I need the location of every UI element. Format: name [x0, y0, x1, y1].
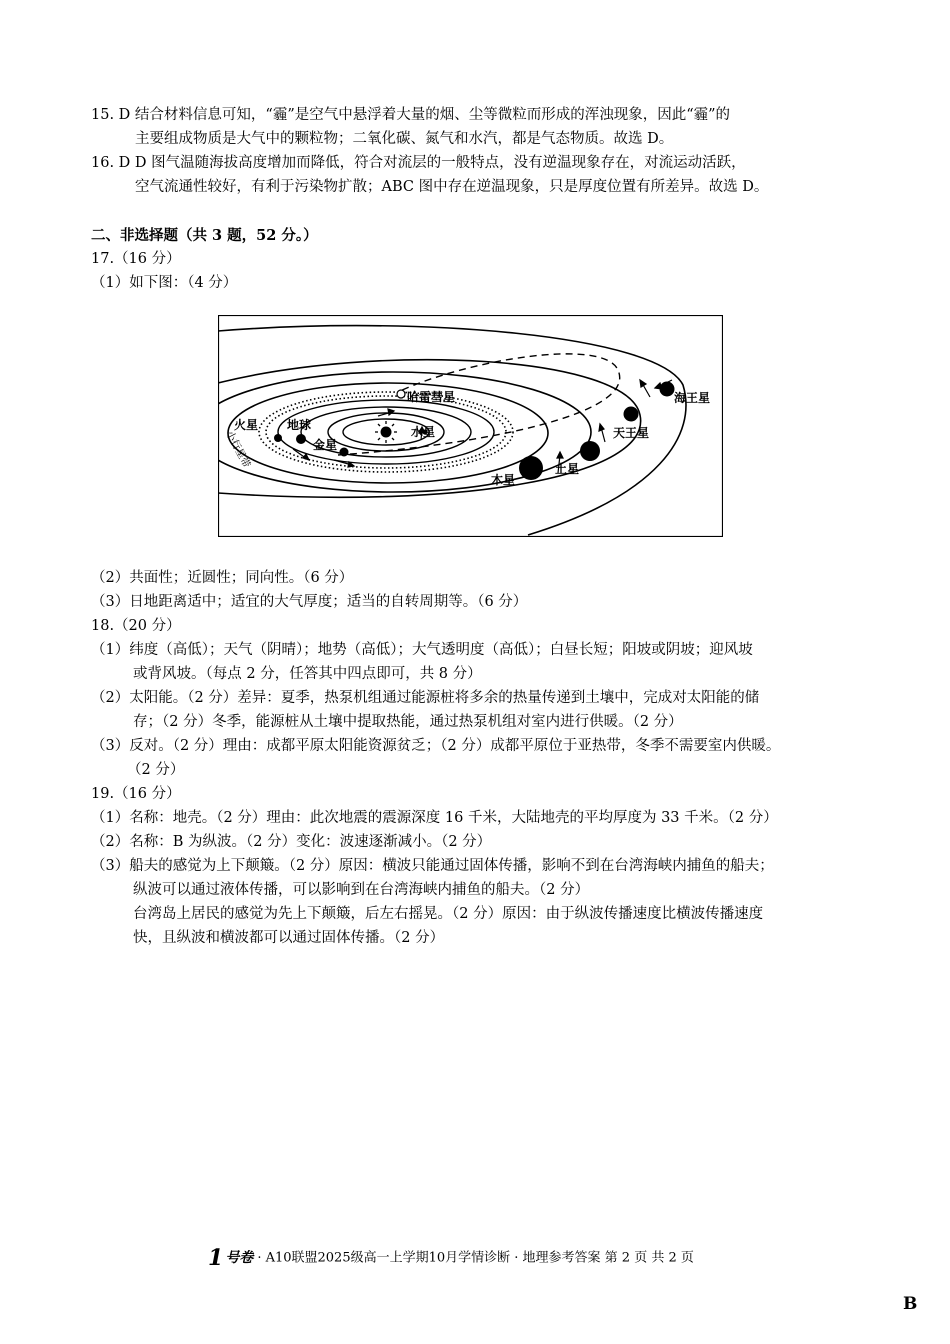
q18-part-3-line-2: （2 分）	[127, 762, 185, 778]
label-asteroid-belt: 小行星带	[223, 429, 252, 470]
q19-part-3-line-3: 台湾岛上居民的感觉为先上下颠簸，后左右摇晃。（2 分）原因：由于纵波传播速度比横波传播速度	[133, 906, 764, 922]
footer-text: · A10联盟2025级高一上学期10月学情诊断 · 地理参考答案 第 2 页 共 2 页	[257, 1250, 694, 1266]
version-mark: B	[903, 1294, 918, 1314]
q18-part-1-line-2: 或背风坡。（每点 2 分，任答其中四点即可，共 8 分）	[133, 666, 482, 682]
q19-title: 19.（16 分）	[91, 786, 181, 802]
label-halley: 哈雷彗星	[407, 390, 456, 404]
label-jupiter: 木星	[491, 473, 516, 487]
venus-planet	[340, 448, 349, 457]
earth-planet	[296, 434, 306, 444]
label-neptune: 海王星	[674, 391, 711, 405]
saturn-planet	[580, 441, 600, 461]
label-mercury: 水星	[411, 425, 436, 439]
label-mars: 火星	[234, 418, 259, 432]
label-venus: 金星	[313, 438, 338, 452]
q18-part-2-line-2: 存；（2 分）冬季，能源桩从土壤中提取热能，通过热泵机组对室内进行供暖。（2 分）	[133, 714, 683, 730]
q18-part-2-line-1: （2）太阳能。（2 分）差异：夏季，热泵机组通过能源桩将多余的热量传递到土壤中，完成对太阳能的储	[91, 690, 760, 706]
q17-part-2: （2）共面性；近圆性；同向性。（6 分）	[91, 570, 354, 586]
q19-part-3-line-2: 纵波可以通过液体传播，可以影响到在台湾海峡内捕鱼的船夫。（2 分）	[133, 882, 590, 898]
brand-logo-text: 号卷	[225, 1250, 254, 1266]
label-uranus: 天王星	[613, 426, 650, 440]
q17-title: 17.（16 分）	[91, 251, 181, 267]
uranus-planet	[624, 407, 639, 422]
q19-part-1: （1）名称：地壳。（2 分）理由：此次地震的震源深度 16 千米，大陆地壳的平均厚度为 33 千米。（2 分）	[91, 810, 778, 826]
section-2-title: 二、非选择题（共 3 题，52 分。）	[91, 227, 318, 244]
q19-part-2: （2）名称：B 为纵波。（2 分）变化：波速逐渐减小。（2 分）	[91, 834, 492, 850]
mars-planet	[274, 434, 282, 442]
q18-part-1-line-1: （1）纬度（高低）；天气（阴晴）；地势（高低）；大气透明度（高低）；白昼长短；阳坡或阴坡；迎风坡	[91, 642, 753, 658]
q19-part-3-line-1: （3）船夫的感觉为上下颠簸。（2 分）原因：横波只能通过固体传播，影响不到在台湾海峡内捕鱼的船夫；	[91, 858, 774, 874]
q15-line-1: 15. D 结合材料信息可知，“霾”是空气中悬浮着大量的烟、尘等微粒而形成的浑浊现象，因此“霾”的	[91, 107, 731, 123]
jupiter-planet	[519, 456, 543, 480]
q15-line-2: 主要组成物质是大气中的颗粒物；二氧化碳、氮气和水汽，都是气态物质。故选 D。	[135, 131, 674, 147]
q19-part-3-line-4: 快，且纵波和横波都可以通过固体传播。（2 分）	[133, 930, 445, 946]
label-earth: 地球	[287, 418, 312, 432]
page-footer	[208, 1246, 694, 1271]
q16-line-2: 空气流通性较好，有利于污染物扩散；ABC 图中存在逆温现象，只是厚度位置有所差异。故选 D。	[135, 179, 769, 195]
label-saturn: 土星	[555, 462, 580, 476]
q17-part-1: （1）如下图：（4 分）	[91, 275, 238, 291]
q18-part-3-line-1: （3）反对。（2 分）理由：成都平原太阳能资源贫乏；（2 分）成都平原位于亚热带，冬季不需要室内供暖。	[91, 738, 781, 754]
brand-logo-mark: 1	[208, 1245, 224, 1271]
q17-part-3: （3）日地距离适中；适宜的大气厚度；适当的自转周期等。（6 分）	[91, 594, 528, 610]
halley-comet-marker	[397, 390, 405, 398]
q18-title: 18.（20 分）	[91, 618, 181, 634]
solar-system-diagram	[218, 315, 723, 537]
q16-line-1: 16. D D 图气温随海拔高度增加而降低，符合对流层的一般特点，没有逆温现象存在，对流运动活跃，	[91, 155, 746, 171]
